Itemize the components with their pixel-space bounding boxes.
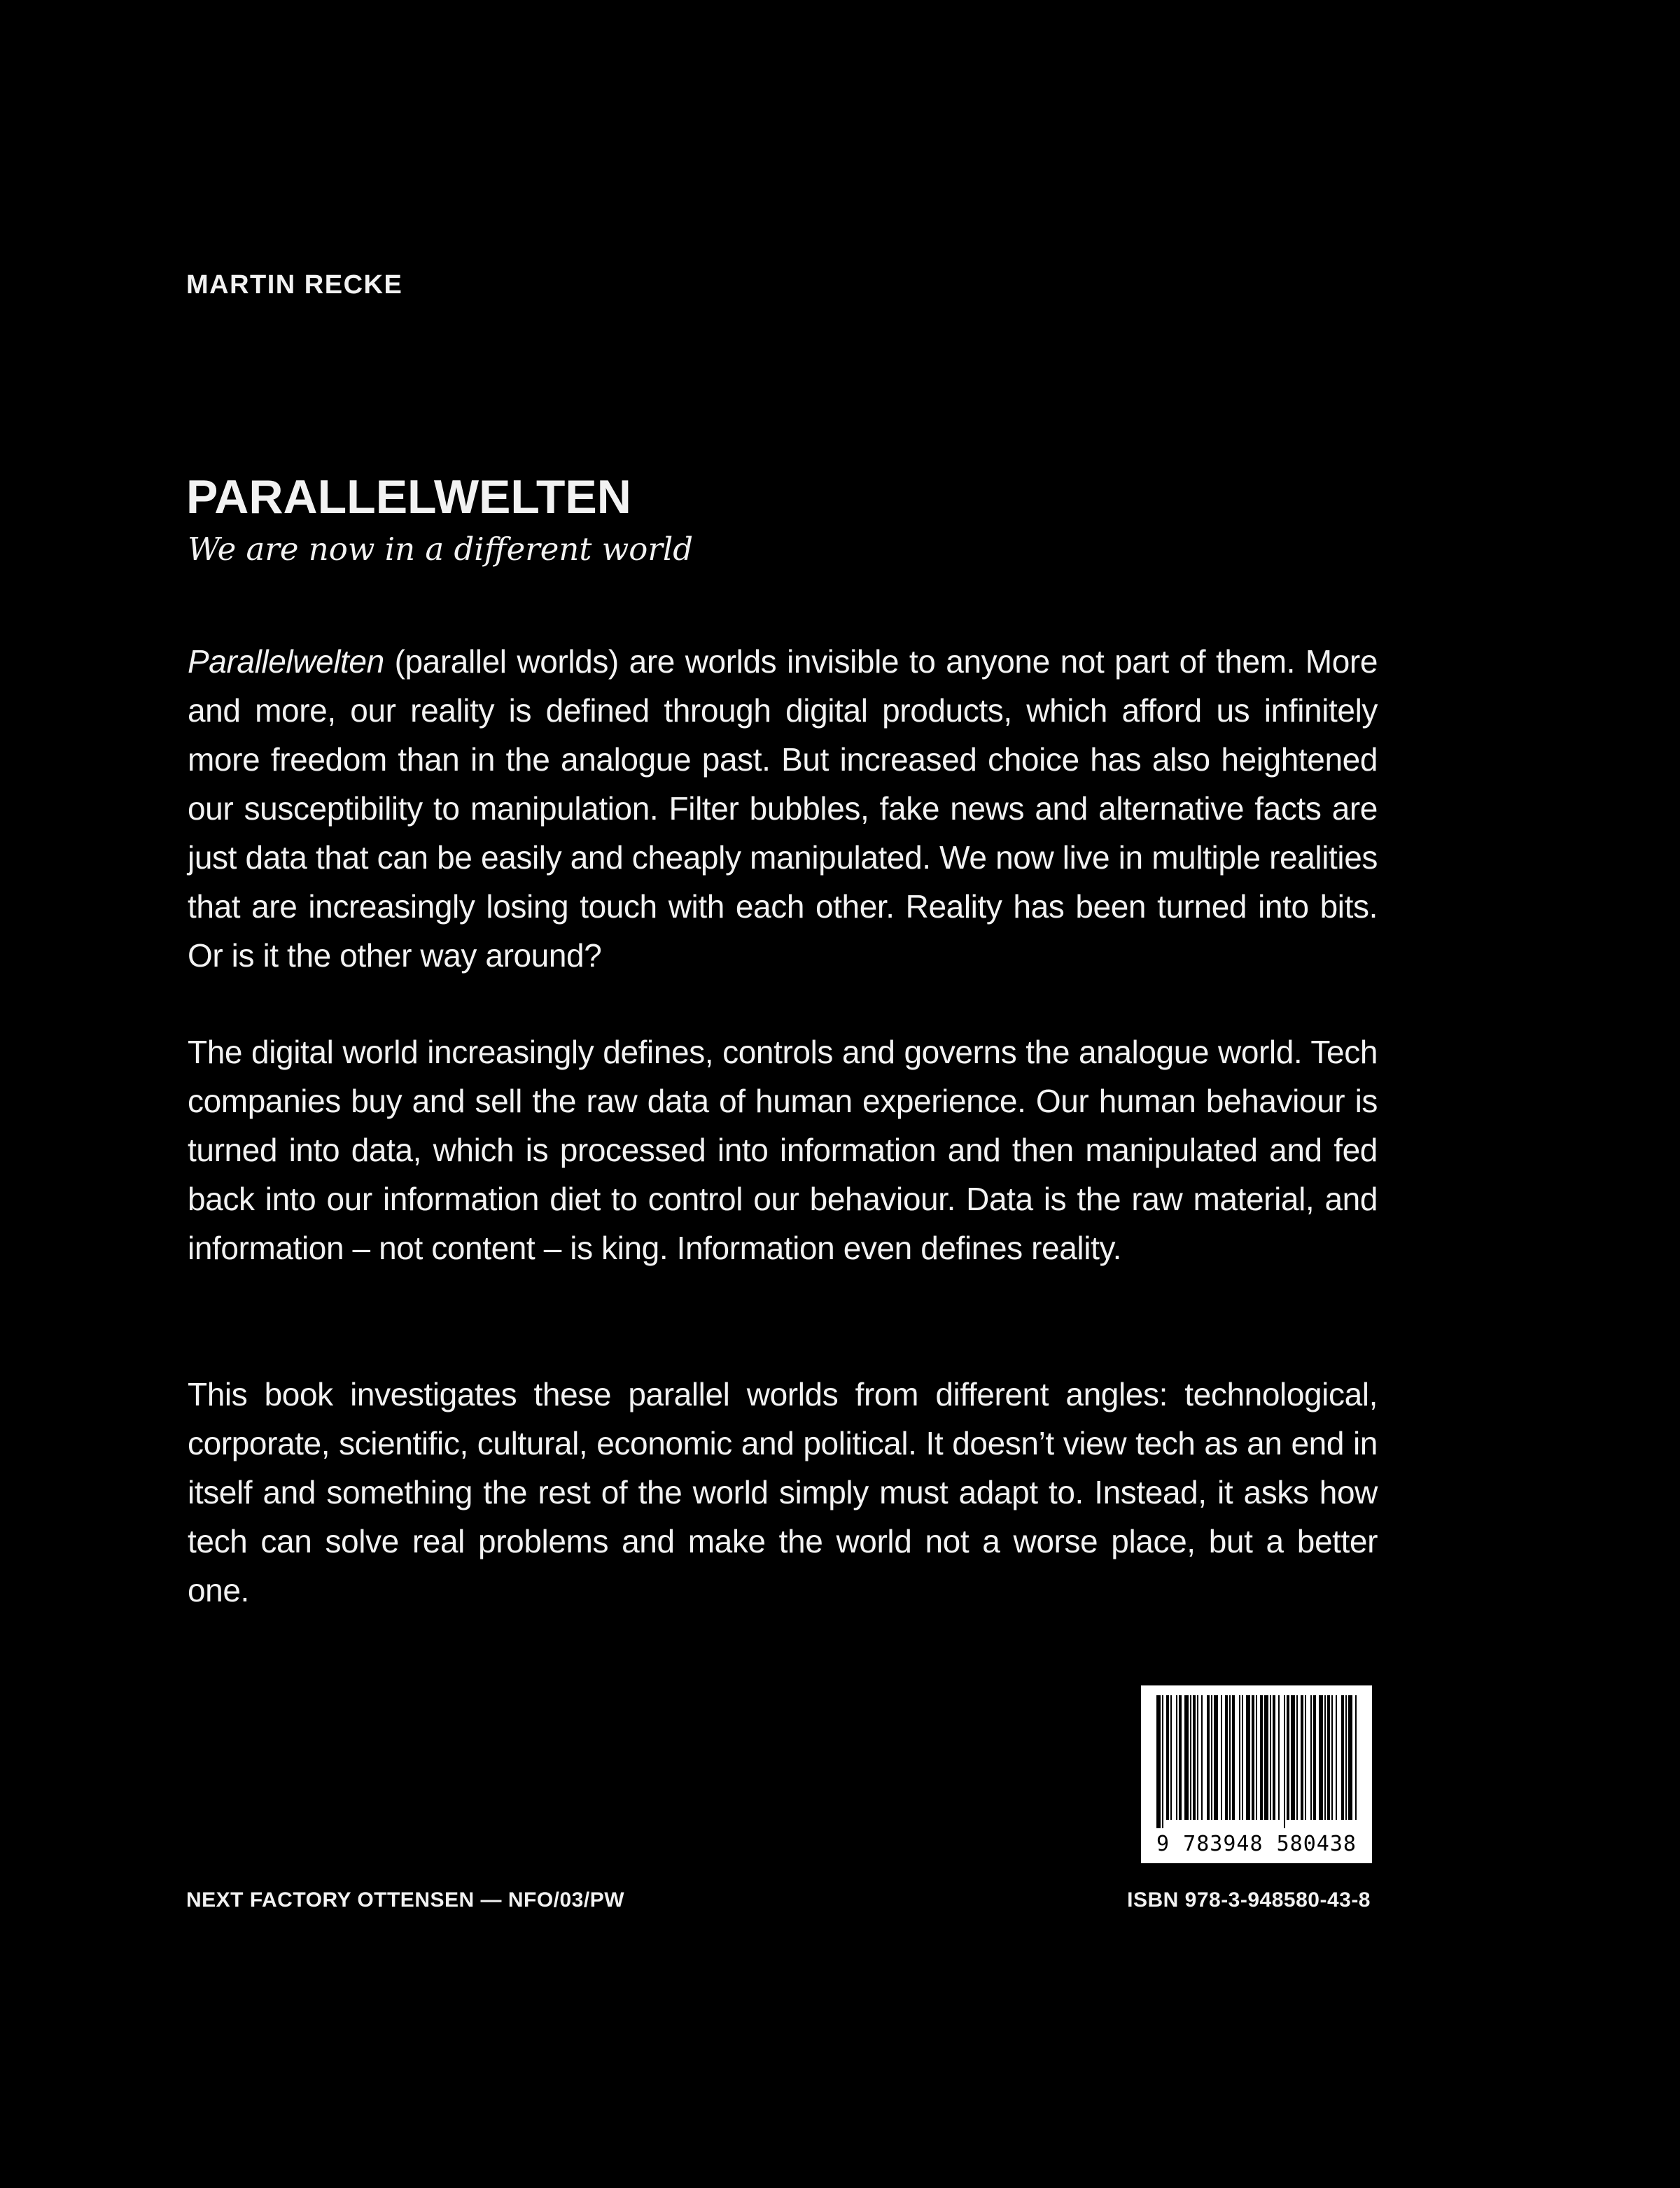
barcode-bar: [1156, 1695, 1161, 1828]
barcode-bar: [1166, 1695, 1169, 1820]
barcode-bar: [1348, 1695, 1352, 1820]
barcode-bar: [1319, 1695, 1323, 1820]
barcode-bar: [1260, 1695, 1263, 1820]
barcode-bar: [1256, 1695, 1257, 1820]
barcode-bar: [1184, 1695, 1189, 1820]
barcode-bar: [1336, 1695, 1337, 1820]
blurb-paragraph-3: This book investigates these parallel worlds from different angles: technological, corporate, scientific, cultural, economic and political. It doesn’t view tech as an end in itself and something the rest of the world simply must adapt to. Instead, it asks how tech can solve real problems and make the world not a worse place, but a better one.: [188, 1376, 1378, 1608]
publisher-imprint: NEXT FACTORY OTTENSEN — NFO/03/PW: [186, 1888, 625, 1912]
barcode-bar: [1296, 1695, 1298, 1820]
barcode-bars: [1141, 1685, 1372, 1832]
blurb-paragraph-1: [188, 637, 1378, 980]
barcode-bar: [1193, 1695, 1196, 1820]
barcode-bar: [1287, 1695, 1289, 1820]
book-title: PARALLELWELTEN: [186, 470, 631, 524]
barcode-bar: [1190, 1695, 1191, 1820]
barcode-bar: [1170, 1695, 1172, 1820]
isbn-number: ISBN 978-3-948580-43-8: [1127, 1888, 1371, 1912]
barcode-bar: [1225, 1695, 1228, 1820]
barcode-bar: [1341, 1695, 1344, 1820]
barcode-bar: [1214, 1695, 1218, 1820]
barcode-bar: [1162, 1695, 1163, 1828]
barcode-bar: [1355, 1695, 1357, 1820]
barcode-bar: [1264, 1695, 1268, 1820]
barcode-bar: [1273, 1695, 1275, 1820]
barcode-bar: [1242, 1695, 1243, 1820]
barcode-bar: [1221, 1695, 1222, 1820]
barcode-digits: 9 783948 580438: [1156, 1832, 1357, 1856]
barcode-bar: [1291, 1695, 1295, 1820]
barcode-bar: [1179, 1695, 1182, 1820]
italic-lead: Parallelwelten: [188, 643, 384, 680]
blurb-paragraph-2: The digital world increasingly defines, controls and governs the analogue world. Tech companies buy and sell the raw data of human experience. Our human behaviour is turned into data, which is processed into information and then manipulated and fed back into our information diet to control our behaviour. Data is the raw material, and information – not content – is king. Information even defines reality.: [188, 1034, 1378, 1266]
barcode-bar: [1239, 1695, 1240, 1820]
barcode-bar: [1327, 1695, 1330, 1820]
barcode-bar: [1232, 1695, 1235, 1820]
barcode-bar: [1252, 1695, 1254, 1820]
barcode-bar: [1207, 1695, 1210, 1820]
barcode-bar: [1301, 1695, 1303, 1820]
barcode-bar: [1310, 1695, 1312, 1820]
barcode-bar: [1278, 1695, 1280, 1820]
isbn-barcode: [1141, 1685, 1372, 1863]
barcode-bar: [1331, 1695, 1333, 1820]
book-subtitle: We are now in a different world: [188, 531, 694, 568]
paragraph-1-text: (parallel worlds) are worlds invisible to anyone not part of them. More and more, our reality is defined through digital products, which afford us infinitely more freedom than in the analogue past. But increased choice has also heightened our susceptibility to manipulation. Filter bubbles, fake news and alternative facts are just data that can be easily and cheaply manipulated. We now live in multiple realities that are increasingly losing touch with each other. Reality has been turned into bits. Or is it the other way around?: [188, 643, 1378, 974]
barcode-bar: [1313, 1695, 1316, 1820]
barcode-bar: [1176, 1695, 1177, 1820]
barcode-bar: [1270, 1695, 1271, 1820]
author-name: MARTIN RECKE: [186, 270, 403, 300]
barcode-bar: [1229, 1695, 1231, 1820]
barcode-bar: [1345, 1695, 1347, 1820]
barcode-bar: [1197, 1695, 1198, 1820]
barcode-bar: [1246, 1695, 1250, 1820]
barcode-bar: [1305, 1695, 1306, 1820]
barcode-bar: [1201, 1695, 1203, 1820]
barcode-bar: [1324, 1695, 1326, 1820]
barcode-bar: [1211, 1695, 1212, 1820]
barcode-bar: [1284, 1695, 1285, 1828]
